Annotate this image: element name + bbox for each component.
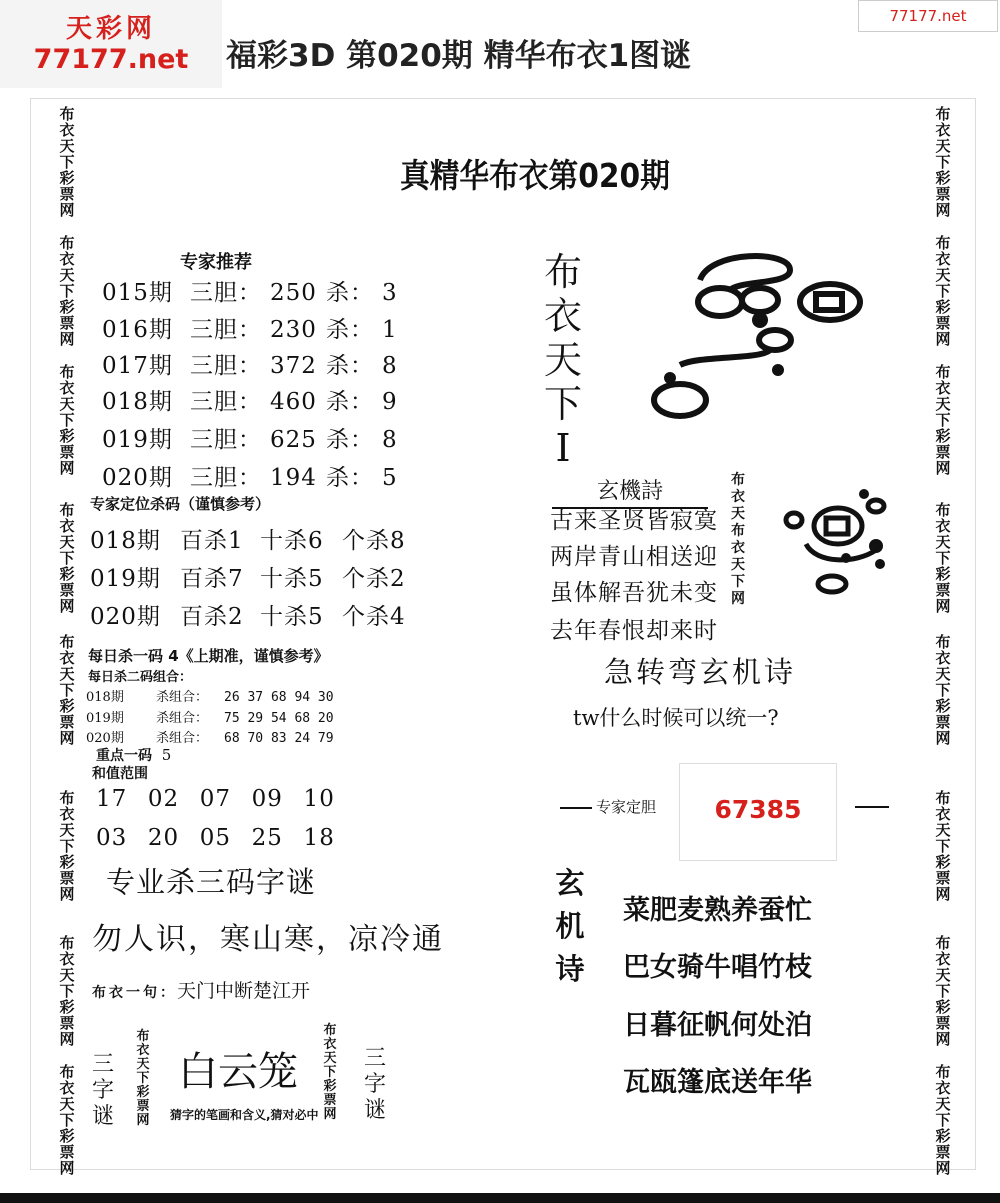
sanzi-label: 三字谜 xyxy=(91,1052,114,1129)
kill-three-title: 专业杀三码字谜 xyxy=(106,865,317,899)
cloud-riddle: 白云笼 xyxy=(178,1049,298,1095)
side-label: 布衣天下彩票网 xyxy=(935,789,951,903)
buyi-sentence: 布衣一句：天门中断楚江开 xyxy=(92,980,311,1002)
logo-domain: 77177.net xyxy=(33,44,189,75)
poem-line: 去年春恨却来时 xyxy=(550,618,718,644)
side-label: 布衣天下彩票网 xyxy=(59,105,75,219)
brain-teaser-text: tw什么时候可以统一? xyxy=(573,706,779,730)
side-label: 布衣天下彩票网 xyxy=(935,363,951,477)
poem-title: 玄機詩 xyxy=(552,474,708,509)
xuanji-line: 日暮征帆何处泊 xyxy=(623,1010,812,1041)
dan-value: 67385 xyxy=(714,795,802,824)
xuanji-line: 瓦瓯篷底送年华 xyxy=(623,1067,812,1098)
logo-name: 天彩网 xyxy=(65,14,156,44)
expert-row: 016期 三胆： 230 杀： 1 xyxy=(102,317,398,343)
combo-row: 018期 杀组合： 26 37 68 94 30 xyxy=(86,690,334,705)
poster-title: 真精华布衣第020期 xyxy=(400,156,670,195)
expert-row: 017期 三胆： 372 杀： 8 xyxy=(102,353,398,379)
poem-line: 两岸青山相送迎 xyxy=(550,544,718,570)
position-kill-heading: 专家定位杀码（谨慎参考） xyxy=(90,495,271,513)
page-title: 福彩3D 第020期 精华布衣1图谜 xyxy=(226,38,692,74)
key-code: 重点一码 5 xyxy=(96,746,172,764)
poem-line: 虽体解吾犹未变 xyxy=(550,580,718,606)
divider xyxy=(855,806,889,808)
side-label: 布衣天下彩票网 xyxy=(935,934,951,1048)
sum-range-row: 17 02 07 09 10 xyxy=(96,786,335,812)
side-label: 布衣天下彩票网 xyxy=(59,234,75,348)
sanzi-label: 三字谜 xyxy=(363,1046,386,1123)
poem-side-label: 布衣天布衣天下网 xyxy=(731,472,745,607)
side-label: 布衣天下彩票网 xyxy=(935,1063,951,1177)
side-label: 布衣天下彩票网 xyxy=(59,501,75,615)
expert-heading: 专家推荐 xyxy=(180,252,252,273)
cloud-hint: 猜字的笔画和含义,猜对必中 xyxy=(170,1108,319,1122)
side-label: 布衣天下彩票网 xyxy=(935,633,951,747)
xuanji-line: 巴女骑牛唱竹枝 xyxy=(623,952,812,983)
side-label: 布衣天下彩票网 xyxy=(59,363,75,477)
side-label: 布衣天下彩票网 xyxy=(59,789,75,903)
daily-kill-two-heading: 每日杀二码组合： xyxy=(88,670,193,685)
sum-range-row: 03 20 05 25 18 xyxy=(96,825,335,851)
site-logo[interactable] xyxy=(0,0,222,88)
dan-label: 专家定胆 xyxy=(560,796,656,817)
daily-kill-one: 每日杀一码 4《上期准，谨慎参考》 xyxy=(88,647,329,665)
sum-range-label: 和值范围 xyxy=(92,766,148,782)
side-label: 布衣天下彩票网 xyxy=(136,1029,150,1128)
position-kill-row: 018期 百杀1 十杀6 个杀8 xyxy=(90,528,406,554)
expert-row: 020期 三胆： 194 杀： 5 xyxy=(102,465,398,491)
expert-row: 018期 三胆： 460 杀： 9 xyxy=(102,389,398,415)
side-label: 布衣天下彩票网 xyxy=(59,633,75,747)
xuanji-line: 菜肥麦熟养蚕忙 xyxy=(623,895,812,926)
side-label: 布衣天下彩票网 xyxy=(935,105,951,219)
coin-drawing-small xyxy=(776,484,900,596)
expert-row: 015期 三胆： 250 杀： 3 xyxy=(102,280,398,306)
side-label: 布衣天下彩票网 xyxy=(59,1063,75,1177)
xuanji-vertical: 玄机诗 xyxy=(555,866,585,986)
side-label: 布衣天下彩票网 xyxy=(323,1023,337,1122)
position-kill-row: 020期 百杀2 十杀5 个杀4 xyxy=(90,604,406,630)
side-label: 布衣天下彩票网 xyxy=(59,934,75,1048)
combo-row: 019期 杀组合： 75 29 54 68 20 xyxy=(86,711,334,726)
position-kill-row: 019期 百杀7 十杀5 个杀2 xyxy=(90,566,406,592)
combo-row: 020期 杀组合： 68 70 83 24 79 xyxy=(86,731,334,746)
coin-drawing xyxy=(640,240,870,430)
brain-teaser-title: 急转弯玄机诗 xyxy=(604,655,797,689)
vertical-title: 布衣天下I xyxy=(543,250,582,470)
expert-row: 019期 三胆： 625 杀： 8 xyxy=(102,427,398,453)
bottom-bar xyxy=(0,1193,1000,1203)
side-label: 布衣天下彩票网 xyxy=(935,501,951,615)
site-link[interactable]: 77177.net xyxy=(858,0,998,32)
riddle-text: 勿人识，寒山寒，凉冷通 xyxy=(92,922,444,957)
side-label: 布衣天下彩票网 xyxy=(935,234,951,348)
poem-line: 古来圣贤皆寂寞 xyxy=(550,508,718,534)
